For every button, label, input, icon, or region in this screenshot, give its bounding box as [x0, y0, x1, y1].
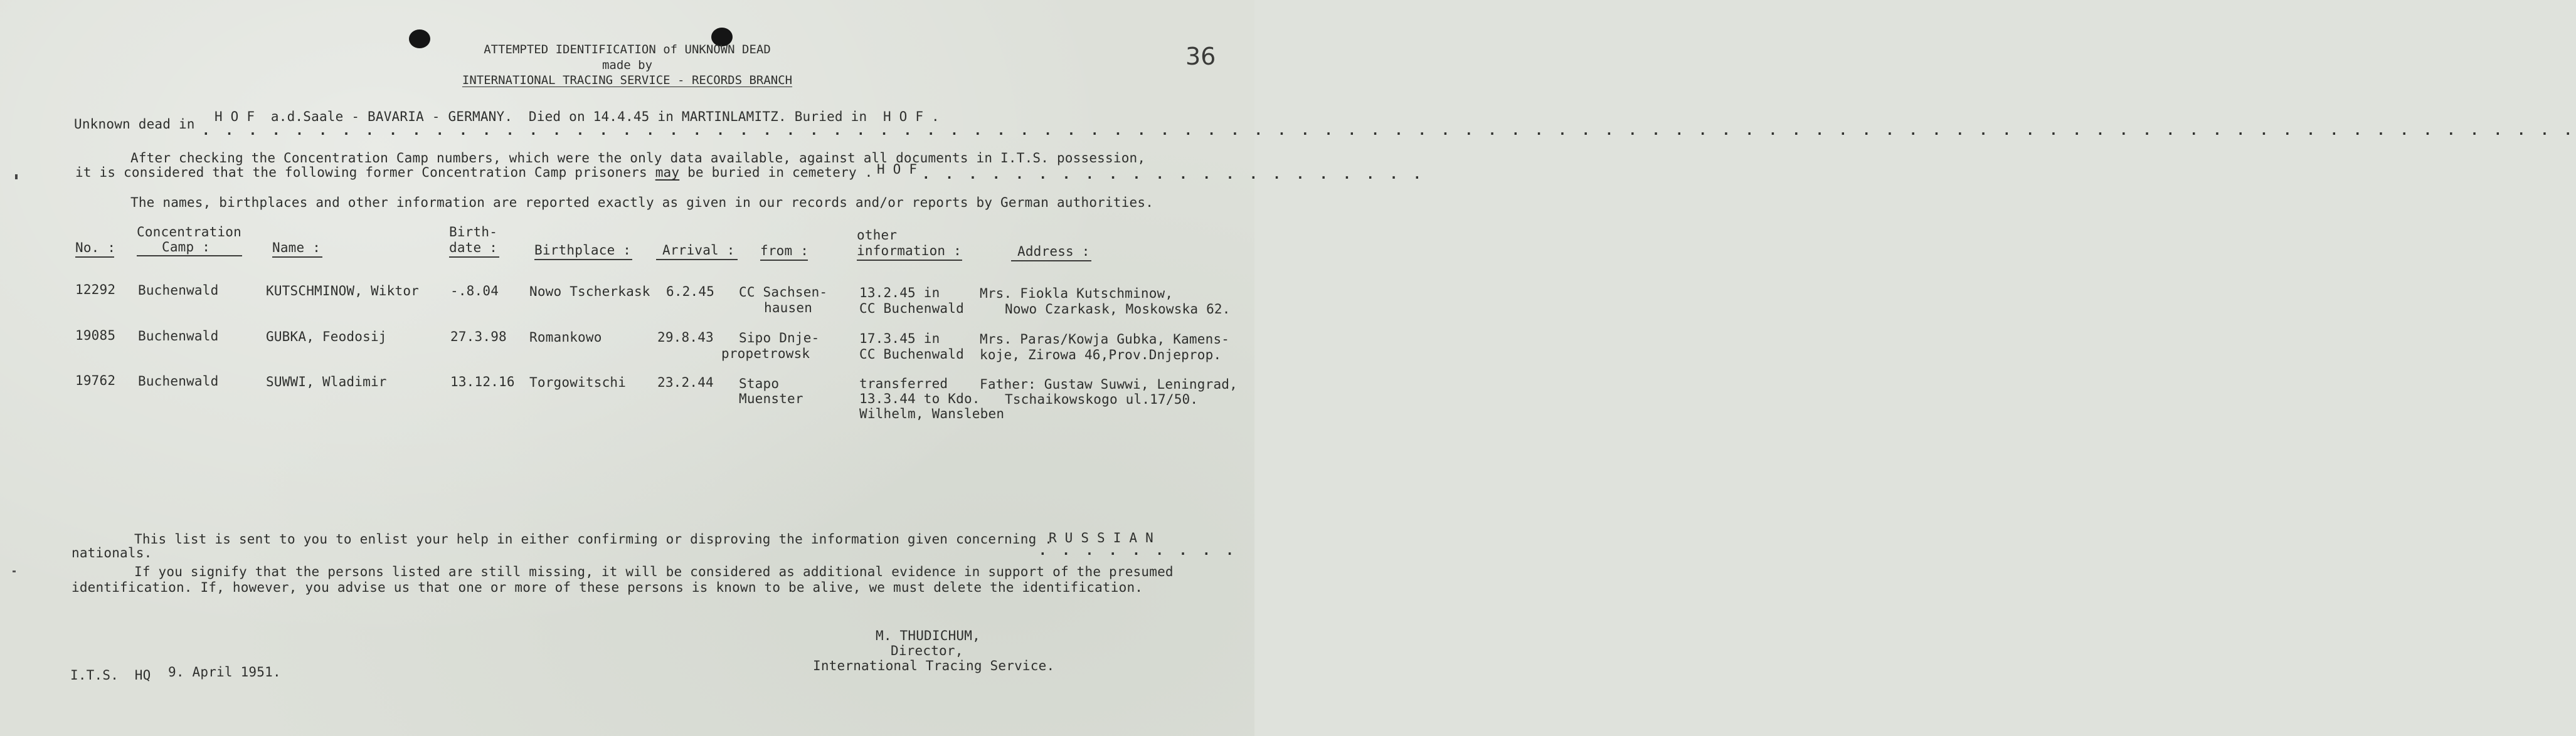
row-address-1: Father: Gustaw Suwwi, Leningrad, — [980, 377, 1238, 392]
underline-birthdate — [449, 256, 499, 258]
checking-line-1: After checking the Concentration Camp numbers, which were the only data available, against all documents in I.T.S. possession, — [130, 150, 1146, 166]
row-other-1: transferred — [859, 376, 948, 391]
row-other-2: CC Buchenwald — [859, 347, 964, 362]
underline-camp — [137, 255, 242, 256]
footer-origin: I.T.S. HQ — [70, 668, 151, 683]
signature-name: M. THUDICHUM, — [876, 628, 980, 643]
margin-mark — [13, 570, 16, 572]
header-address: Address : — [1017, 244, 1090, 259]
header-name: Name : — [272, 240, 321, 255]
missing-line-1: If you signify that the persons listed are still missing, it will be considered as additional evidence in support of the presumed — [134, 564, 1174, 579]
row-birthplace: Torgowitschi — [529, 375, 627, 390]
row-birthdate: -.8.04 — [450, 283, 499, 298]
names-note: The names, birthplaces and other information are reported exactly as given in our records and/or reports by German authorities. — [130, 195, 1154, 210]
checking-line-2-pre: it is considered that the following former Concentration Camp prisoners — [75, 165, 647, 180]
row-from-1: CC Sachsen- — [739, 285, 828, 300]
row-other-2: CC Buchenwald — [859, 301, 964, 316]
row-other-2: 13.3.44 to Kdo. — [859, 391, 980, 406]
help-line-1: This list is sent to you to enlist your help in either confirming or disproving the information given concerning . — [134, 532, 1053, 547]
header-no: No. : — [75, 240, 116, 255]
row-birthdate: 13.12.16 — [450, 374, 515, 389]
row-from-1: Sipo Dnje- — [739, 330, 820, 345]
dotted-leader-nationality: . . . . . . . . . — [1039, 543, 1238, 558]
underline-from — [760, 260, 808, 261]
row-arrival: 29.8.43 — [657, 330, 714, 345]
may-underlined: may — [655, 165, 680, 180]
footer-date: 9. April 1951. — [168, 665, 281, 680]
nationality: R U S S I A N — [1049, 530, 1153, 545]
row-from-2: Muenster — [739, 391, 803, 406]
unknown-dead-label: Unknown dead in — [74, 117, 195, 132]
header-arrival: Arrival : — [662, 243, 735, 258]
header-from: from : — [760, 243, 809, 258]
underline-other — [857, 260, 962, 261]
header-other-2: information : — [857, 243, 962, 258]
underline-address — [1011, 260, 1091, 261]
row-other-1: 17.3.45 in — [859, 331, 940, 346]
header-other-1: other — [857, 228, 898, 243]
signature-title: Director, — [891, 643, 963, 658]
row-name: KUTSCHMINOW, Wiktor — [266, 283, 420, 298]
row-other-1: 13.2.45 in — [859, 285, 940, 300]
row-arrival: 23.2.44 — [657, 375, 714, 390]
checking-line-2-post: be buried in cemetery . — [687, 165, 873, 180]
row-camp: Buchenwald — [138, 329, 219, 344]
header-made-by: made by — [602, 58, 653, 72]
row-from-2: propetrowsk — [721, 346, 810, 361]
page-number: 36 — [1185, 43, 1216, 70]
cemetery-name: H O F — [877, 162, 918, 177]
header-birthplace: Birthplace : — [534, 243, 632, 258]
row-no: 19085 — [75, 328, 116, 343]
margin-mark — [15, 174, 18, 179]
row-no: 19762 — [75, 373, 116, 388]
row-name: GUBKA, Feodosij — [266, 329, 387, 344]
row-other-3: Wilhelm, Wansleben — [859, 406, 1005, 421]
underline-no — [75, 256, 114, 258]
header-camp-2: Camp : — [162, 239, 211, 255]
row-birthdate: 27.3.98 — [450, 329, 507, 344]
row-name: SUWWI, Wladimir — [266, 374, 387, 389]
header-organization: INTERNATIONAL TRACING SERVICE - RECORDS BRANCH — [462, 73, 793, 87]
underline-arrival — [656, 259, 738, 260]
underline-name — [272, 256, 322, 258]
header-birthdate-2: date : — [449, 240, 498, 255]
help-line-2: nationals. — [72, 545, 152, 560]
row-address-1: Mrs. Fiokla Kutschminow, — [980, 286, 1174, 301]
row-birthplace: Nowo Tscherkask — [529, 284, 650, 299]
row-from-2: hausen — [764, 300, 813, 315]
dotted-leader-cemetery: . . . . . . . . . . . . . . . . . . . . . . — [922, 167, 1425, 182]
row-birthplace: Romankowo — [529, 330, 602, 345]
row-address-1: Mrs. Paras/Kowja Gubka, Kamens- — [980, 332, 1230, 347]
header-camp-1: Concentration — [137, 224, 241, 239]
row-address-2: koje, Zirowa 46,Prov.Dnjeprop. — [980, 347, 1222, 362]
row-from-1: Stapo — [739, 376, 780, 391]
row-camp: Buchenwald — [138, 283, 219, 298]
row-arrival: 6.2.45 — [666, 284, 715, 299]
checking-line-2 — [75, 165, 872, 180]
underline-birthplace — [534, 259, 632, 260]
signature-organization: International Tracing Service. — [813, 658, 1055, 673]
missing-line-2: identification. If, however, you advise us that one or more of these persons is known to be alive, we must delete the identification. — [72, 580, 1143, 595]
location-line: H O F a.d.Saale - BAVARIA - GERMANY. Died on 14.4.45 in MARTINLAMITZ. Buried in H O F . — [215, 109, 940, 124]
dotted-leader: . . . . . . . . . . . . . . . . . . . . . . . . . . . . . . . . . . . . . . . . . . . . . . . . . . . . . . . . . . . . . . . . . . . . . . . . . . . . . . . . . . . . . . . . . . . . . . . . . . . . . . — [202, 123, 2576, 138]
row-address-2: Tschaikowskogo ul.17/50. — [1005, 392, 1199, 407]
header-birthdate-1: Birth- — [449, 224, 498, 239]
row-address-2: Nowo Czarkask, Moskowska 62. — [1005, 302, 1231, 317]
row-camp: Buchenwald — [138, 374, 219, 389]
header-title: ATTEMPTED IDENTIFICATION of UNKNOWN DEAD — [484, 43, 771, 56]
row-no: 12292 — [75, 282, 116, 297]
